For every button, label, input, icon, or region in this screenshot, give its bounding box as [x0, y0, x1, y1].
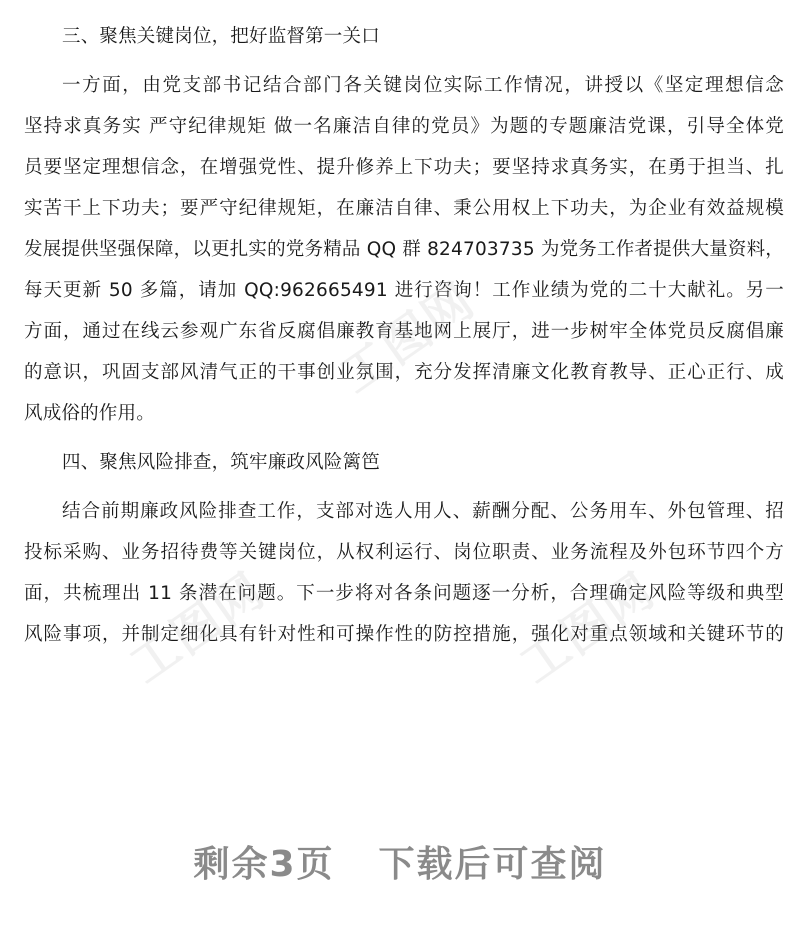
paragraph-line: 每天更新 50 多篇，请加 QQ:962665491 进行咨询！工作业绩为党的二十大献礼。另一: [24, 280, 784, 301]
paragraph-line: 投标采购、业务招待费等关键岗位，从权利运行、岗位职责、业务流程及外包环节四个方: [24, 542, 784, 563]
paragraph-line: 面，共梳理出 11 条潜在问题。下一步将对各条问题逐一分析，合理确定风险等级和典型: [24, 583, 784, 604]
watermark: 工图网: [330, 272, 486, 405]
paragraph-line: 实苦干上下功夫；要严守纪律规矩，在廉洁自律、秉公用权上下功夫，为企业有效益规模: [24, 198, 784, 219]
download-to-view-label: 下载后可查阅: [378, 844, 607, 885]
paragraph-line: 风成俗的作用。: [24, 403, 155, 424]
paragraph-line: 员要坚定理想信念，在增强党性、提升修养上下功夫；要坚持求真务实，在勇于担当、扎: [24, 157, 784, 178]
paragraph-line: 坚持求真务实 严守纪律规矩 做一名廉洁自律的党员》为题的专题廉洁党课，引导全体党: [24, 116, 784, 137]
download-prompt[interactable]: [0, 836, 800, 887]
paragraph-line: 的意识，巩固支部风清气正的干事创业氛围，充分发挥清廉文化教育教导、正心正行、成: [24, 362, 784, 383]
paragraph-line: 风险事项，并制定细化具有针对性和可操作性的防控措施，强化对重点领域和关键环节的: [24, 624, 784, 645]
watermark: 工图网: [510, 562, 666, 695]
paragraph-line: 方面，通过在线云参观广东省反腐倡廉教育基地网上展厅，进一步树牢全体党员反腐倡廉: [24, 321, 784, 342]
paragraph-line: 发展提供坚强保障，以更扎实的党务精品 QQ 群 824703735 为党务工作者提供大量资料，: [24, 239, 784, 260]
section-heading-3: 三、聚焦关键岗位，把好监督第一关口: [62, 26, 380, 47]
watermark: 工图网: [120, 562, 276, 695]
document-body: [24, 16, 784, 655]
paragraph-line: 一方面，由党支部书记结合部门各关键岗位实际工作情况，讲授以《坚定理想信念: [62, 75, 784, 96]
remaining-pages-label: 剩余3页: [193, 844, 335, 885]
section-heading-4: 四、聚焦风险排查，筑牢廉政风险篱笆: [62, 452, 380, 473]
paragraph-line: 结合前期廉政风险排查工作，支部对选人用人、薪酬分配、公务用车、外包管理、招: [62, 501, 784, 522]
